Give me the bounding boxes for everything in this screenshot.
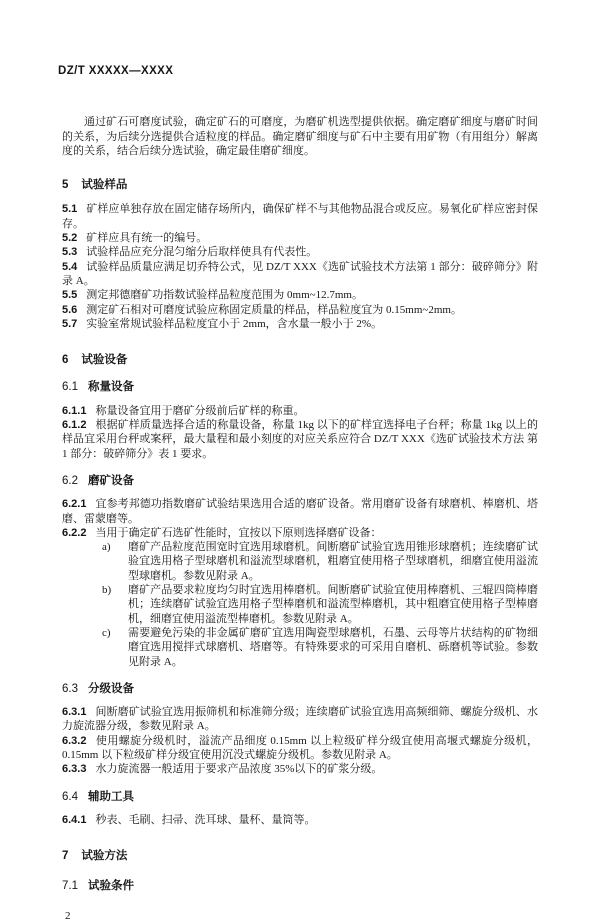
list-item-a	[62, 540, 538, 583]
clause-number: 5.7	[62, 317, 78, 330]
clause-number: 6.1.1	[62, 404, 87, 417]
clause-number: 5.4	[62, 260, 78, 273]
section-6-1-heading	[62, 380, 538, 394]
subsection-number: 6.2	[62, 474, 78, 487]
clause-text: 测定邦德磨矿功指数试验样品粒度范围为 0mm~12.7mm。	[86, 289, 363, 302]
section-title: 试验方法	[81, 850, 128, 863]
list-item-c	[62, 626, 538, 669]
clause-number: 6.2.1	[62, 498, 87, 511]
clause-text: 矿样应单独存放在固定储存场所内，确保矿样不与其他物品混合或反应。易氧化矿样应密封保存。	[62, 203, 538, 230]
section-7-heading	[62, 849, 538, 863]
clause-6-1-2	[62, 418, 538, 461]
clause-number: 5.3	[62, 246, 78, 259]
clause-number: 6.2.2	[62, 526, 87, 539]
clause-text: 当用于确定矿石选矿性能时，宜按以下原则选择磨矿设备：	[95, 526, 382, 539]
subsection-number: 6.1	[62, 381, 78, 394]
section-number: 7	[62, 850, 69, 863]
clause-text: 矿样应具有统一的编号。	[86, 232, 208, 245]
clause-5-7	[62, 317, 538, 331]
clause-number: 6.3.2	[62, 734, 87, 747]
clause-6-1-1	[62, 404, 538, 418]
clause-text: 间断磨矿试验宜选用振筛机和标准筛分级；连续磨矿试验宜选用高频细筛、螺旋分级机、水力旋流器分级，参数见附录 A。	[62, 706, 538, 733]
clause-number: 6.3.1	[62, 706, 87, 719]
clause-6-2-1	[62, 497, 538, 526]
clause-6-3-2	[62, 734, 538, 763]
clause-text: 水力旋流器一般适用于要求产品浓度 35%以下的矿浆分级。	[95, 763, 383, 776]
section-6-3-heading	[62, 682, 538, 696]
subsection-title: 试验条件	[88, 880, 134, 893]
section-6-2-heading	[62, 474, 538, 488]
list-item-b	[62, 583, 538, 626]
subsection-title: 称量设备	[88, 381, 134, 394]
clause-5-1	[62, 202, 538, 231]
document-header: DZ/T XXXXX—XXXX	[58, 65, 174, 77]
subsection-title: 磨矿设备	[88, 474, 134, 487]
clause-text: 实验室常规试验样品粒度宜小于 2mm，含水量一般小于 2%。	[86, 317, 383, 330]
intro-paragraph: 通过矿石可磨度试验，确定矿石的可磨度，为磨矿机选型提供依据。确定磨矿细度与磨矿时间的关系，为后续分选提供合适粒度的样品。确定磨矿细度与矿石中主要有用矿物（有用组分）解离度的关系，结合后续分选试验，确定最佳磨矿细度。	[62, 116, 538, 157]
subsection-title: 辅助工具	[88, 790, 134, 803]
clause-5-3	[62, 245, 538, 259]
section-number: 5	[62, 179, 69, 192]
section-7-1-heading	[62, 879, 538, 893]
section-6-heading	[62, 353, 538, 367]
clause-5-5	[62, 288, 538, 302]
clause-number: 5.6	[62, 303, 78, 316]
clause-number: 6.4.1	[62, 813, 87, 826]
clause-6-2-2	[62, 526, 538, 540]
section-title: 试验设备	[81, 354, 128, 367]
section-5-heading	[62, 178, 538, 192]
clause-5-2	[62, 231, 538, 245]
clause-number: 6.1.2	[62, 419, 87, 432]
clause-6-4-1	[62, 813, 538, 827]
clause-text: 试验样品应充分混匀缩分后取样使具有代表性。	[86, 246, 318, 259]
subsection-number: 6.4	[62, 790, 78, 803]
document-page	[58, 0, 538, 923]
list-item-text: 磨矿产品粒度范围宽时宜选用球磨机。间断磨矿试验宜选用锥形球磨机；连续磨矿试验宜选用格子型球磨机和溢流型球磨机，粗磨宜使用格子型球磨机，细磨宜使用溢流型球磨机。参数见附录 A。	[128, 541, 538, 582]
equipment-options-list	[62, 540, 538, 669]
list-marker: a)	[102, 541, 111, 554]
subsection-number: 7.1	[62, 880, 78, 893]
subsection-title: 分级设备	[88, 682, 134, 695]
clause-number: 5.5	[62, 289, 78, 302]
list-marker: b)	[102, 584, 112, 597]
clause-number: 5.1	[62, 203, 78, 216]
clause-number: 6.3.3	[62, 763, 87, 776]
clause-6-3-3	[62, 762, 538, 776]
list-marker: c)	[102, 626, 111, 639]
page-number: 2	[65, 909, 71, 922]
section-6-4-heading	[62, 790, 538, 804]
clause-text: 宜参考邦德功指数磨矿试验结果选用合适的磨矿设备。常用磨矿设备有球磨机、棒磨机、塔磨、雷蒙磨等。	[62, 498, 538, 525]
list-item-text: 磨矿产品要求粒度均匀时宜选用棒磨机。间断磨矿试验宜使用棒磨机、三辊四筒棒磨机；连续磨矿试验宜选用格子型棒磨机和溢流型棒磨机，其中粗磨宜使用格子型棒磨机，细磨宜使用溢流型棒磨机。参数见附录 A。	[128, 584, 538, 625]
list-item-text: 需要避免污染的非金属矿磨矿宜选用陶瓷型球磨机，石墨、云母等片状结构的矿物细磨宜选用搅拌式球磨机、塔磨等。有特殊要求的可采用自磨机、砾磨机等试验。参数见附录 A。	[128, 626, 538, 668]
clause-5-6	[62, 303, 538, 317]
clause-6-3-1	[62, 705, 538, 734]
clause-5-4	[62, 260, 538, 289]
clause-text: 称量设备宜用于磨矿分级前后矿样的称重。	[95, 404, 305, 417]
clause-text: 秒表、毛刷、扫帚、洗耳球、量杯、量筒等。	[95, 813, 316, 826]
clause-text: 测定矿石相对可磨度试验应称固定质量的样品，样品粒度宜为 0.15mm~2mm。	[86, 303, 462, 316]
clause-text: 试验样品质量应满足切乔特公式，见 DZ/T XXX《选矿试验技术方法第 1 部分：破碎筛分》附录 A。	[62, 260, 538, 287]
clause-text: 使用螺旋分级机时，溢流产品细度 0.15mm 以上粒级矿样分级宜使用高堰式螺旋分级机，0.15mm 以下粒级矿样分级宜使用沉没式螺旋分级机。参数见附录 A。	[62, 734, 538, 761]
section-title: 试验样品	[81, 179, 128, 192]
clause-text: 根据矿样质量选择合适的称量设备，称量 1kg 以下的矿样宜选择电子台秤；称量 1kg 以上的样品宜采用台秤或案秤，最大量程和最小刻度的对应关系应符合 DZ/T XXX《选矿试验技术方法 第 1 部分：破碎筛分》表 1 要求。	[62, 419, 538, 460]
clause-number: 5.2	[62, 232, 78, 245]
section-number: 6	[62, 354, 69, 367]
subsection-number: 6.3	[62, 682, 78, 695]
